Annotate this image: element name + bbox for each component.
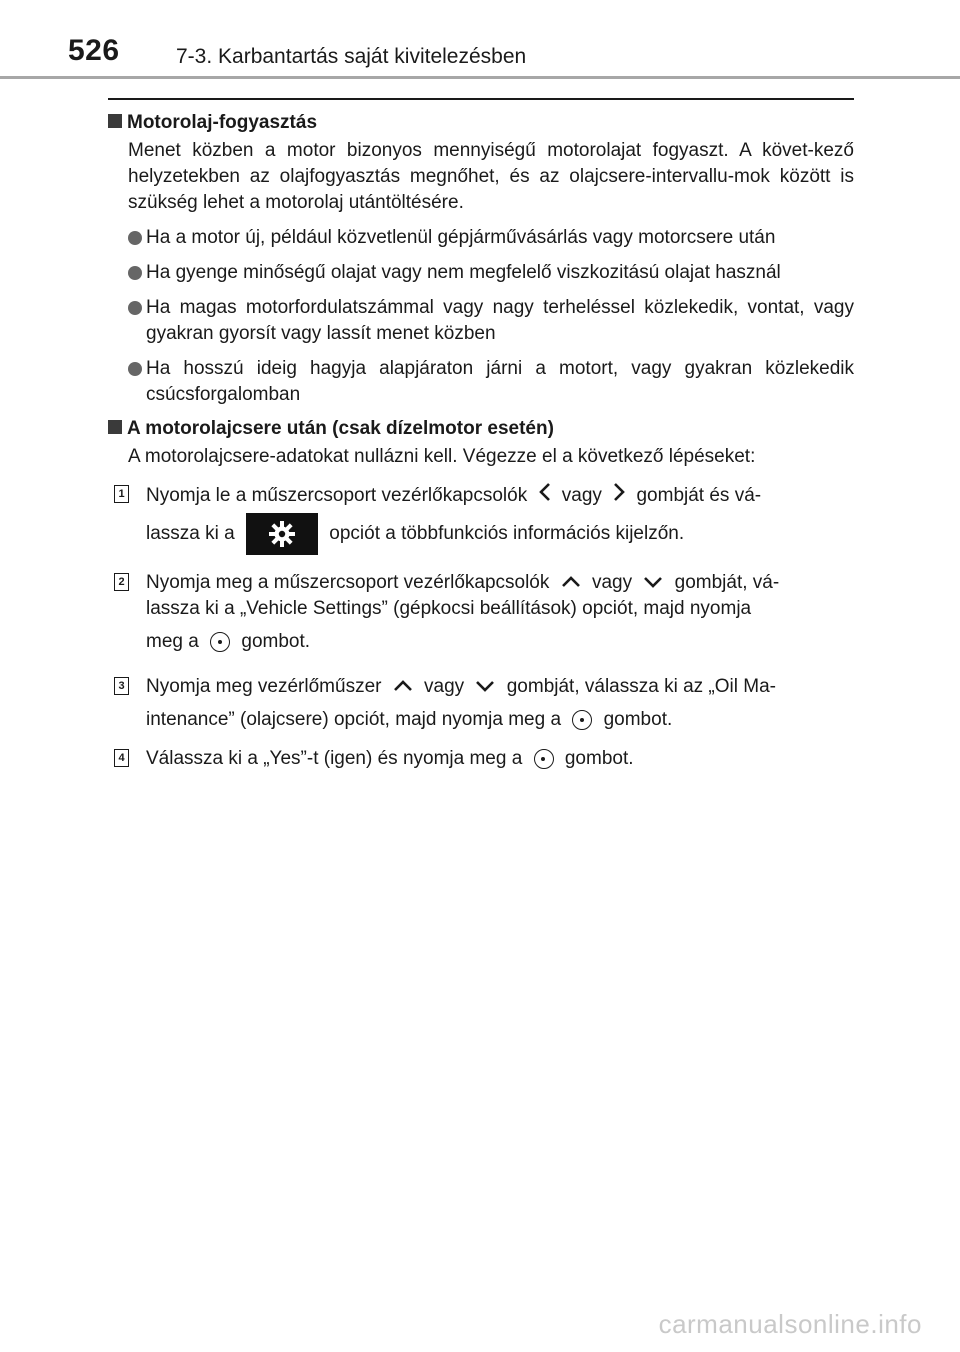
round-bullet-icon xyxy=(128,231,142,245)
step-number: 4 xyxy=(114,749,129,767)
list-item xyxy=(128,356,854,408)
step-text: vagy xyxy=(561,485,602,507)
step-text: gombot. xyxy=(603,709,673,731)
ok-button-icon xyxy=(572,710,592,730)
square-marker-icon xyxy=(108,114,122,128)
step-text: opciót a többfunkciós információs kijelzőn. xyxy=(329,523,685,544)
section-heading-oil-consumption xyxy=(108,110,854,136)
chevron-down-icon xyxy=(475,674,495,700)
list-item xyxy=(128,225,854,251)
list-item-text: Ha gyenge minőségű olajat vagy nem megfelelő viszkozitású olajat használ xyxy=(146,262,781,283)
section-title: A motorolajcsere után (csak dízelmotor esetén) xyxy=(127,418,554,439)
chapter-title: 7-3. Karbantartás saját kivitelezésben xyxy=(176,45,527,68)
round-bullet-icon xyxy=(128,362,142,376)
step-number: 2 xyxy=(114,573,129,591)
ok-button-icon xyxy=(210,632,230,652)
step-text: gombját és vá- xyxy=(636,485,762,507)
step-text: Nyomja meg vezérlőműszer xyxy=(146,676,382,698)
list-item-text: Ha a motor új, például közvetlenül gépjárművásárlás vagy motorcsere után xyxy=(146,227,776,248)
step-text: meg a xyxy=(146,631,199,653)
step-text: gombot. xyxy=(241,631,311,653)
step-text: Válassza ki a „Yes”-t (igen) és nyomja meg a xyxy=(146,748,523,770)
watermark: carmanualsonline.info xyxy=(658,1309,922,1339)
step-text: gombját, vá- xyxy=(674,572,780,594)
step-number: 3 xyxy=(114,677,129,695)
round-bullet-icon xyxy=(128,301,142,315)
step-text: Nyomja le a műszercsoport vezérlőkapcsolók xyxy=(146,485,528,507)
step-number: 1 xyxy=(114,485,129,503)
step-text: lassza ki a xyxy=(146,523,235,544)
step-4 xyxy=(118,746,854,772)
step-3 xyxy=(118,674,854,740)
step-text: lassza ki a „Vehicle Settings” (gépkocsi beállítások) opciót, majd nyomja xyxy=(146,598,752,620)
list-item-text: Ha hosszú ideig hagyja alapjáraton járni a motort, vagy gyakran közlekedik csúcsforgalomban xyxy=(146,358,854,405)
step-text: gombot. xyxy=(564,748,634,770)
header-rule xyxy=(0,76,960,79)
section-intro: Menet közben a motor bizonyos mennyiségű motorolajat fogyaszt. A követ-kező helyzetekben az olajfogyasztás megnőhet, és az olajcsere-intervallu-mok között is szükség lehet a motorolaj utántöltésére. xyxy=(128,140,854,213)
gear-icon xyxy=(246,513,318,555)
step-text: Nyomja meg a műszercsoport vezérlőkapcsolók xyxy=(146,572,550,594)
section-intro: A motorolajcsere-adatokat nullázni kell. Végezze el a következő lépéseket: xyxy=(128,446,756,467)
section-heading-after-oil-change xyxy=(108,416,854,442)
step-2 xyxy=(118,570,854,662)
step-text: intenance” (olajcsere) opciót, majd nyomja meg a xyxy=(146,709,562,731)
chevron-right-icon xyxy=(613,482,625,510)
section-title: Motorolaj-fogyasztás xyxy=(127,112,318,133)
list-item-text: Ha magas motorfordulatszámmal vagy nagy terheléssel közlekedik, vontat, vagy gyakran gyorsít vagy lassít menet közben xyxy=(146,297,854,344)
ok-button-icon xyxy=(534,749,554,769)
chevron-down-icon xyxy=(643,570,663,596)
page-content xyxy=(108,110,854,772)
chevron-up-icon xyxy=(561,570,581,596)
page-header xyxy=(0,0,960,80)
list-item xyxy=(128,295,854,347)
chevron-left-icon xyxy=(539,482,551,510)
page-number: 526 xyxy=(68,34,120,67)
step-text: vagy xyxy=(424,676,465,698)
section-rule xyxy=(108,98,854,100)
step-text: vagy xyxy=(591,572,633,594)
round-bullet-icon xyxy=(128,266,142,280)
list-item xyxy=(128,260,854,286)
step-text: gombját, válassza ki az „Oil Ma- xyxy=(506,676,776,698)
chevron-up-icon xyxy=(393,674,413,700)
step-1 xyxy=(118,482,854,558)
square-marker-icon xyxy=(108,420,122,434)
